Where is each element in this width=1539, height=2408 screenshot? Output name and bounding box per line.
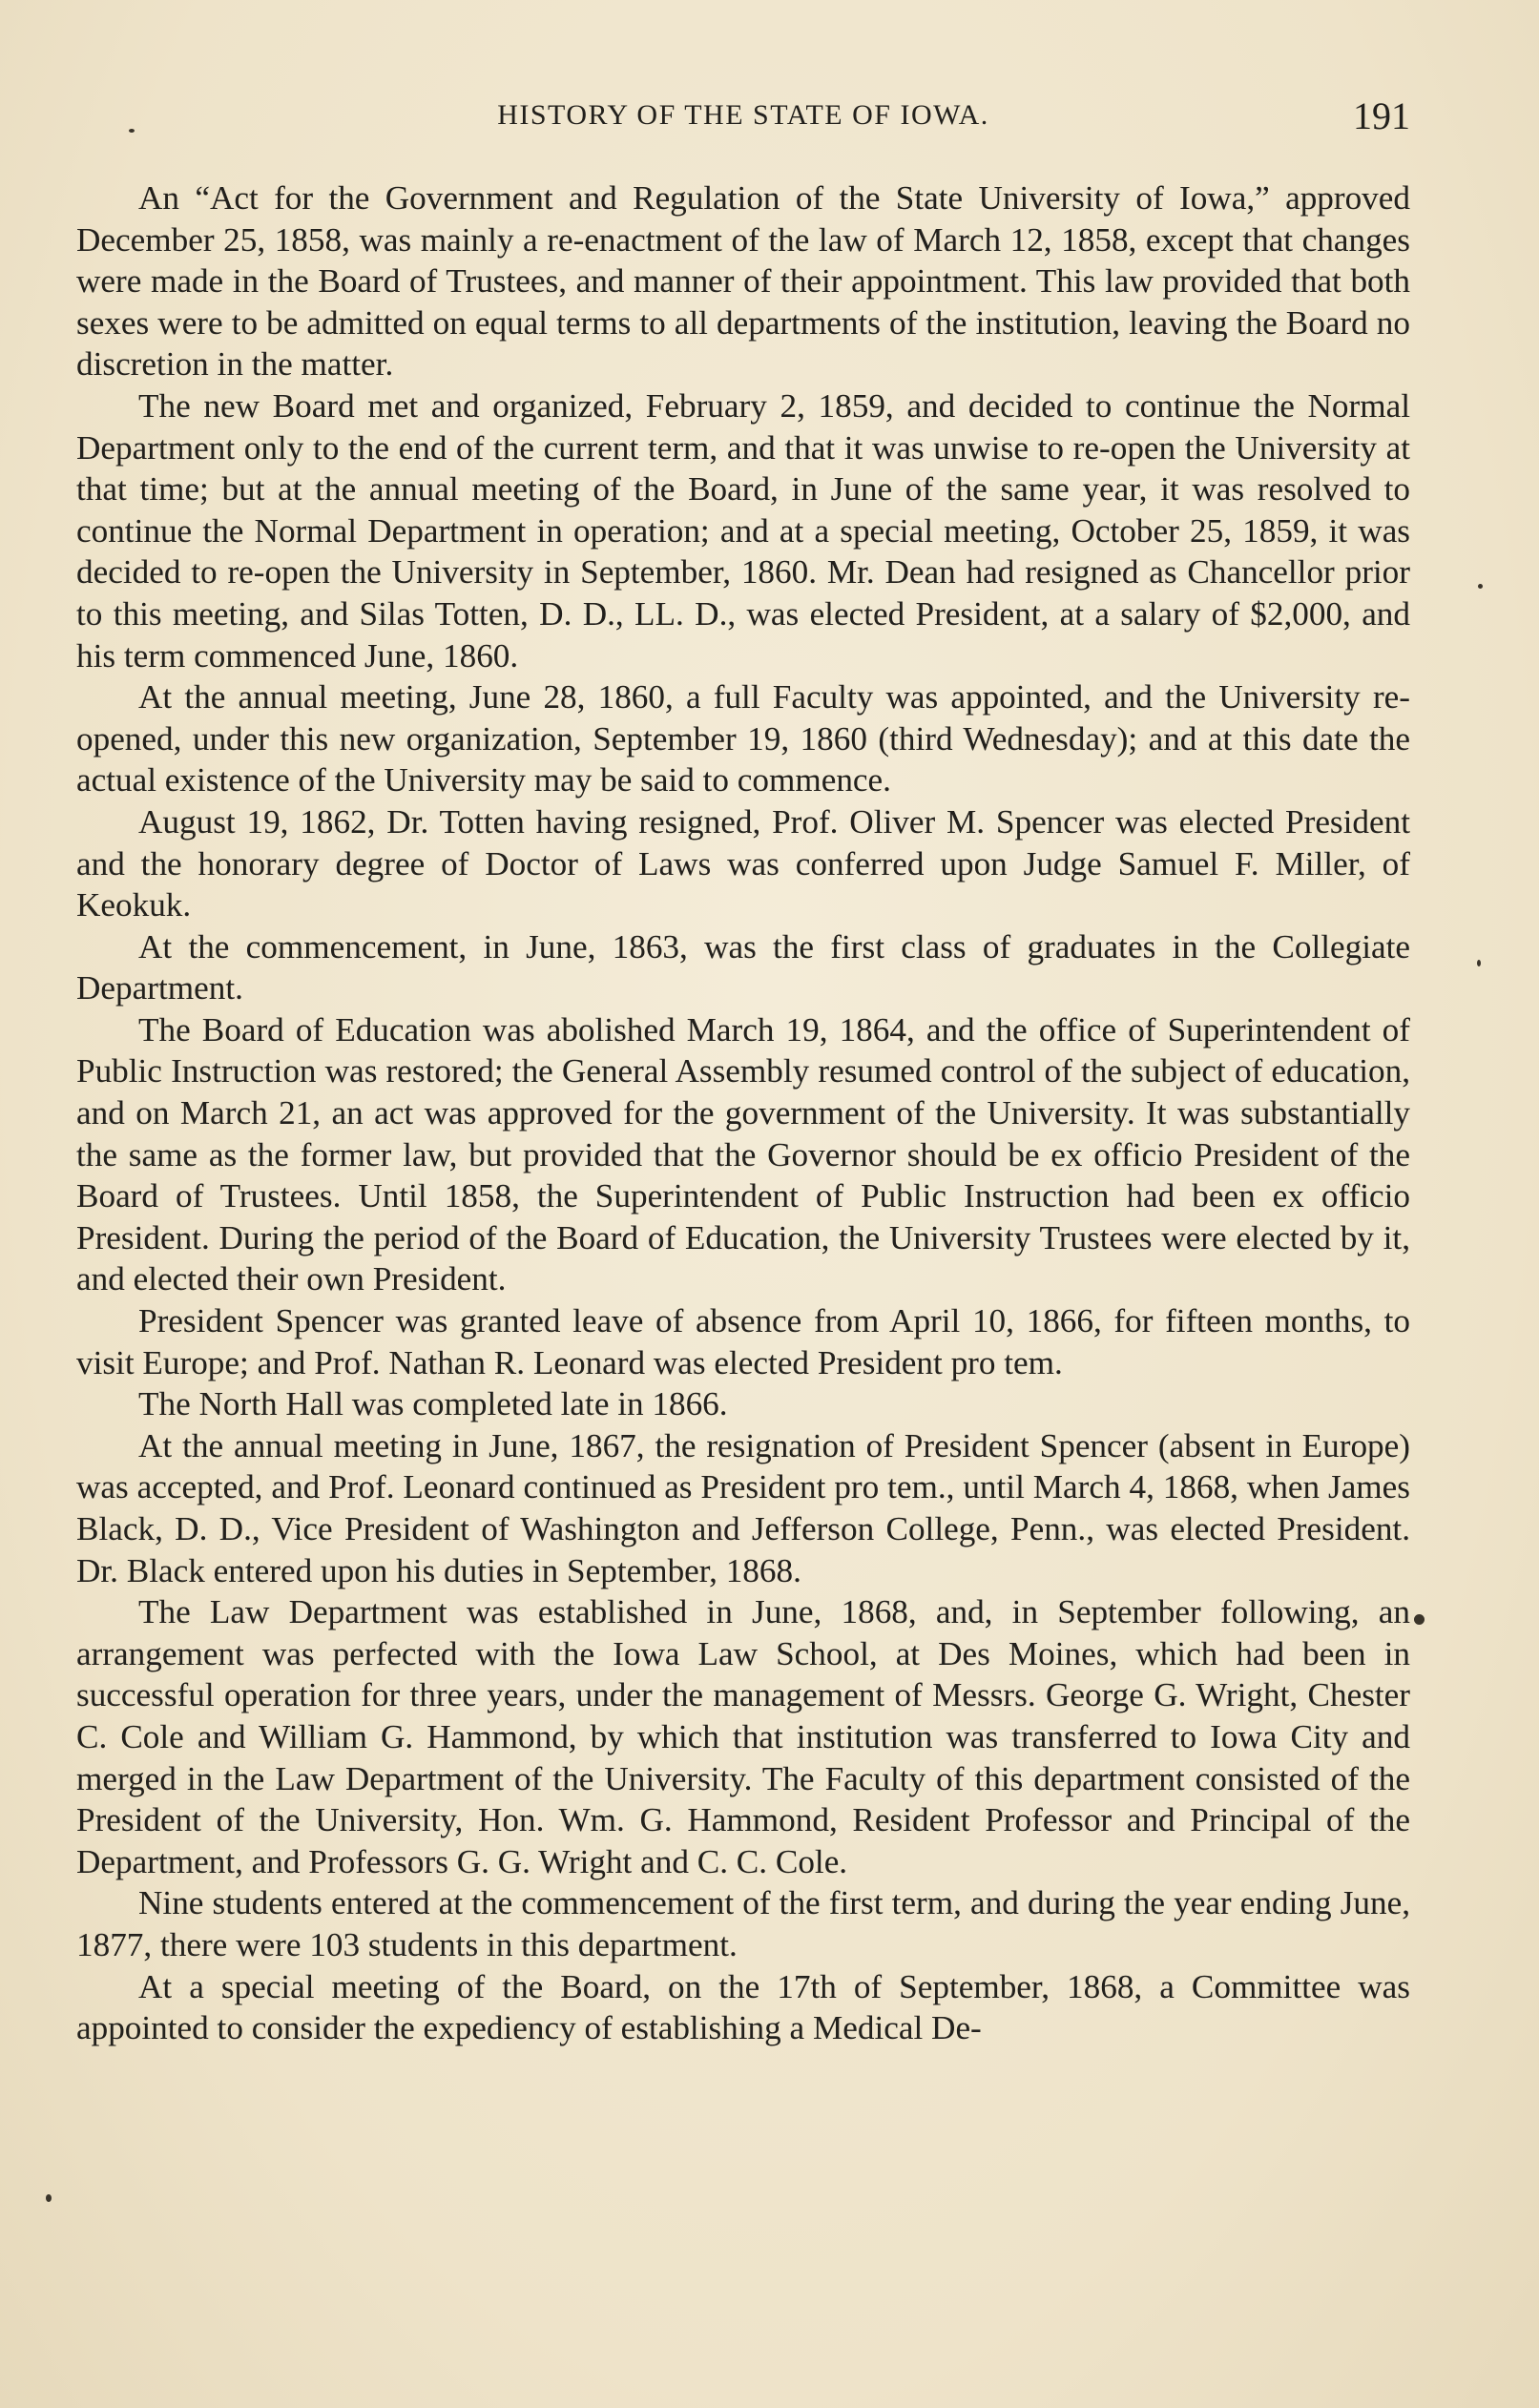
paragraph: The Board of Education was abolished March 19, 1864, and the office of Superintendent of Public Instruction was restored; the General Assembly resumed control of the subject of education, and on March 21, an act was approved for the government of the University. It was substantially the same as the former law, but provided that the Governor should be ex officio President of the Board of Trustees. Until 1858, the Superintendent of Public Instruction had been ex officio President. During the period of the Board of Education, the University Trustees were elected by it, and elected their own President. — [76, 1010, 1410, 1298]
paragraph: At the annual meeting, June 28, 1860, a full Faculty was appointed, and the University re-opened, under this new organization, September 19, 1860 (third Wednesday); and at this date the actual existence of the University may be said to commence. — [76, 678, 1410, 799]
ink-speck — [129, 129, 135, 133]
ink-speck — [1477, 960, 1481, 966]
ink-speck — [1478, 584, 1483, 589]
page-header — [76, 93, 1410, 151]
running-title: HISTORY OF THE STATE OF IOWA. — [497, 99, 989, 131]
paragraph: At a special meeting of the Board, on the 17th of September, 1868, a Committee was appointed to consider the expediency of establishing a Medical De- — [76, 1967, 1410, 2047]
ink-speck — [1414, 1614, 1425, 1625]
paragraph: The new Board met and organized, February 2, 1859, and decided to continue the Normal Department only to the end of the current term, and that it was unwise to re-open the University at that time; but at the annual meeting of the Board, in June of the same year, it was resolved to continue the Normal Department in operation; and at a special meeting, October 25, 1859, it was decided to re-open the University in September, 1860. Mr. Dean had resigned as Chancellor prior to this meeting, and Silas Totten, D. D., LL. D., was elected President, at a salary of $2,000, and his term commenced June, 1860. — [76, 386, 1410, 675]
ink-speck — [46, 2194, 52, 2202]
paragraph: At the annual meeting in June, 1867, the resignation of President Spencer (absent in Europe) was accepted, and Prof. Leonard continued as President pro tem., until March 4, 1868, when James Black, D. D., Vice President of Washington and Jefferson College, Penn., was elected President. Dr. Black entered upon his duties in September, 1868. — [76, 1426, 1410, 1589]
paragraph: An “Act for the Government and Regulation of the State University of Iowa,” approved December 25, 1858, was mainly a re-enactment of the law of March 12, 1858, except that changes were made in the Board of Trustees, and manner of their appointment. This law provided that both sexes were to be admitted on equal terms to all departments of the institution, leaving the Board no discretion in the matter. — [76, 179, 1410, 384]
paragraph: The North Hall was completed late in 1866. — [138, 1385, 728, 1423]
page-number: 191 — [1353, 94, 1410, 137]
paragraph: At the commencement, in June, 1863, was the first class of graduates in the Collegiate Department. — [76, 927, 1410, 1007]
body-text — [76, 177, 1410, 2049]
paragraph: President Spencer was granted leave of absence from April 10, 1866, for fifteen months, to visit Europe; and Prof. Nathan R. Leonard was elected President pro tem. — [76, 1302, 1410, 1381]
paragraph: August 19, 1862, Dr. Totten having resigned, Prof. Oliver M. Spencer was elected President and the honorary degree of Doctor of Laws was conferred upon Judge Samuel F. Miller, of Keokuk. — [76, 802, 1410, 924]
paragraph: The Law Department was established in June, 1868, and, in September following, an arrangement was perfected with the Iowa Law School, at Des Moines, which had been in successful operation for three years, under the management of Messrs. George G. Wright, Chester C. Cole and William G. Hammond, by which that institution was transferred to Iowa City and merged in the Law Department of the University. The Faculty of this department consisted of the President of the University, Hon. Wm. G. Hammond, Resident Professor and Principal of the Department, and Professors G. G. Wright and C. C. Cole. — [76, 1593, 1410, 1880]
paragraph: Nine students entered at the commencement of the first term, and during the year ending June, 1877, there were 103 students in this department. — [76, 1884, 1410, 1963]
